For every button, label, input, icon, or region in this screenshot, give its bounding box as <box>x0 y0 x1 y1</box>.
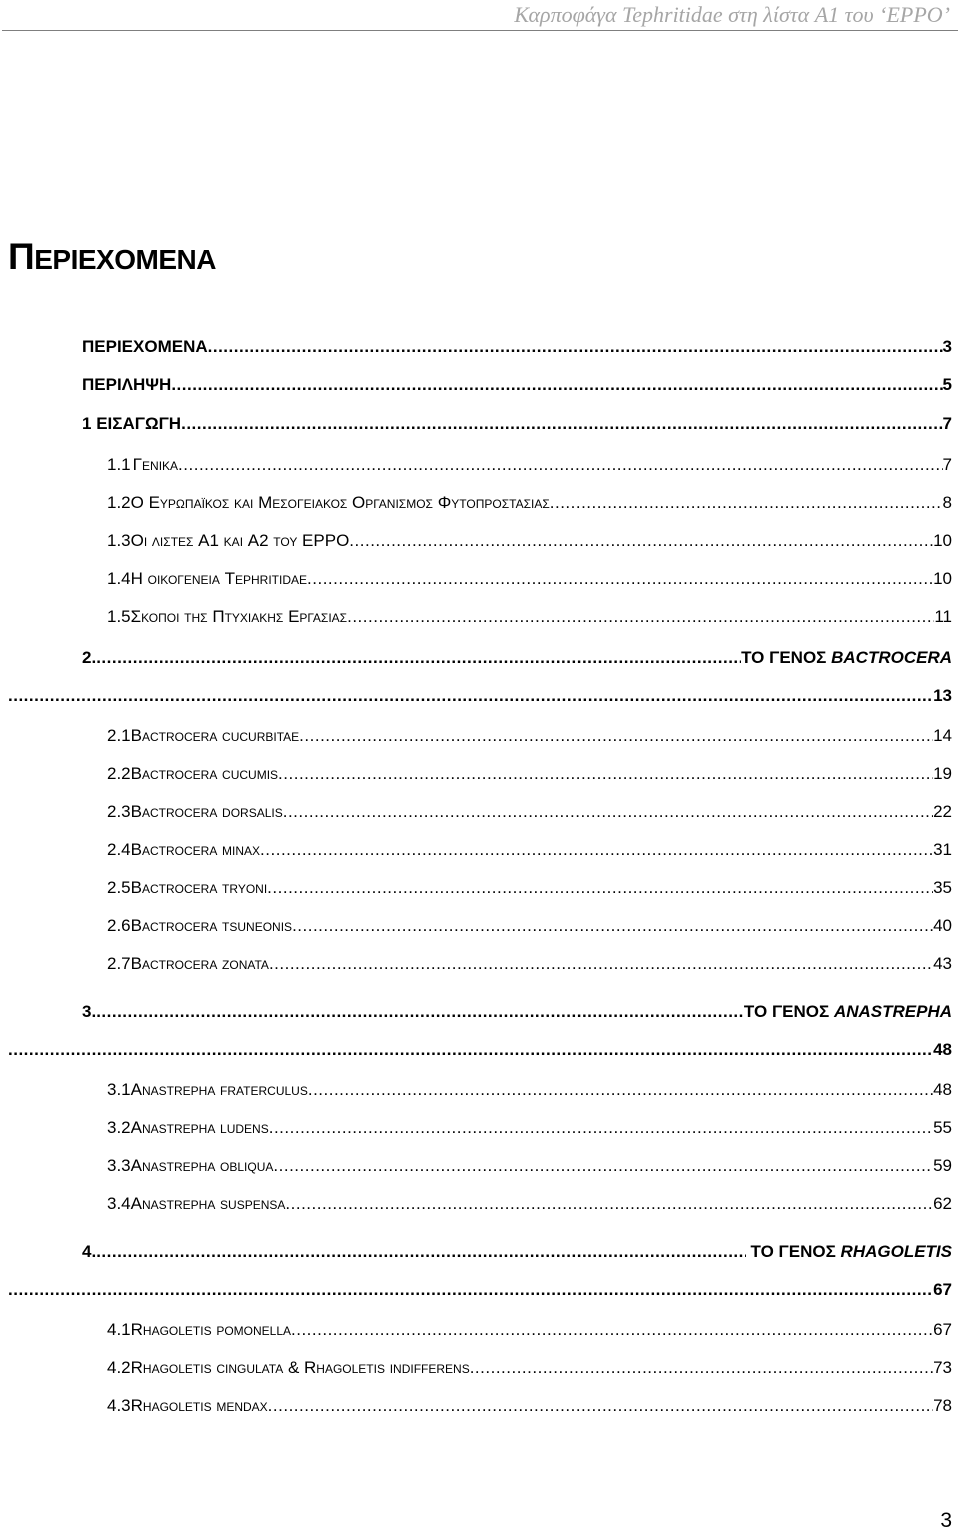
toc-entry-title: Bactrocera tsuneonis <box>130 916 293 935</box>
toc-page-number: 19 <box>933 764 952 783</box>
toc-dot-leader <box>292 914 933 938</box>
toc-page-number: 10 <box>933 531 952 550</box>
toc-entry-number: 1 <box>82 414 92 433</box>
toc-entry-title: Rhagoletis cingulata & Rhagoletis indifferens <box>130 1358 470 1377</box>
toc-dot-leader <box>550 491 943 515</box>
toc-entry-chapter-3[interactable] <box>82 1000 952 1024</box>
toc-entry-number: 4. <box>82 1242 97 1261</box>
toc-entry-2-4[interactable] <box>107 838 952 862</box>
toc-entry-title-plain: ΤΟ ΓΕΝΟΣ <box>743 1002 834 1021</box>
page-title-initial: Π <box>8 236 35 277</box>
page-title-rest: ΕΡΙΕΧΟΜΕΝΑ <box>34 244 216 275</box>
toc-page-number: 31 <box>933 840 952 859</box>
toc-entry-2-6[interactable] <box>107 914 952 938</box>
toc-page-number: 5 <box>942 375 952 394</box>
toc-dot-leader <box>96 646 741 670</box>
toc-entry-1-5[interactable] <box>107 605 952 629</box>
toc-entry-1-2[interactable] <box>107 491 952 515</box>
toc-entry-2-1[interactable] <box>107 724 952 748</box>
toc-dot-leader <box>308 1078 933 1102</box>
toc-entry-chapter-2[interactable] <box>82 646 952 670</box>
toc-entry-number: 2.1 <box>107 726 131 745</box>
toc-page-number: 67 <box>933 1280 952 1299</box>
toc-entry-4-2[interactable] <box>107 1356 952 1380</box>
toc-page-number: 11 <box>934 607 952 626</box>
toc-entry-chapter-2-continued[interactable] <box>8 684 952 708</box>
toc-entry-title-plain: ΤΟ ΓΕΝΟΣ <box>741 648 832 667</box>
toc-entry-title <box>741 646 952 670</box>
toc-entry-title: Οι λιστες A1 και A2 του EPPO <box>130 531 350 550</box>
toc-entry-2-3[interactable] <box>107 800 952 824</box>
toc-entry-number: 2.3 <box>107 802 131 821</box>
toc-dot-leader <box>269 1116 933 1140</box>
toc-dot-leader <box>291 1318 933 1342</box>
toc-page-number: 40 <box>933 916 952 935</box>
toc-entry-title: Bactrocera cucurbitae <box>130 726 300 745</box>
toc-dot-leader <box>8 1278 933 1302</box>
toc-entry-number: 2.7 <box>107 954 131 973</box>
toc-entry-chapter-4-continued[interactable] <box>8 1278 952 1302</box>
toc-dot-leader <box>285 1192 933 1216</box>
toc-entry-3-2[interactable] <box>107 1116 952 1140</box>
toc-page-number: 67 <box>933 1320 952 1339</box>
toc-dot-leader <box>96 1000 744 1024</box>
toc-entry-title: ΕΙΣΑΓΩΓΗ <box>96 414 182 433</box>
toc-entry-title: Anastrepha ludens <box>130 1118 269 1137</box>
toc-entry-number: 2.5 <box>107 878 131 897</box>
running-header: Καρποφάγα Tephritidae στη λίστα A1 του ‘EPPO’ <box>514 2 950 27</box>
toc-entry-number: 3.3 <box>107 1156 131 1175</box>
toc-dot-leader <box>181 412 942 436</box>
toc-dot-leader <box>96 1240 746 1264</box>
toc-page-number: 35 <box>933 878 952 897</box>
toc-page-number: 73 <box>933 1358 952 1377</box>
toc-dot-leader <box>307 567 933 591</box>
toc-entry-title: Σκοποι της Πτυχιακης Εργασιας <box>130 607 348 626</box>
toc-dot-leader <box>278 762 933 786</box>
toc-dot-leader <box>208 335 943 359</box>
toc-entry-number: 2.4 <box>107 840 131 859</box>
page-number: 3 <box>940 1509 952 1532</box>
toc-page-number: 7 <box>942 455 952 474</box>
toc-dot-leader <box>299 724 933 748</box>
toc-entry-title: Anastrepha fraterculus <box>130 1080 308 1099</box>
toc-entry-title-plain: ΤΟ ΓΕΝΟΣ <box>750 1242 841 1261</box>
toc-entry-contents[interactable] <box>82 335 952 359</box>
toc-entry-title: ΠΕΡΙΕΧΟΜΕΝΑ <box>82 337 208 356</box>
toc-entry-number: 3.4 <box>107 1194 131 1213</box>
toc-dot-leader <box>273 1154 933 1178</box>
toc-entry-title: Anastrepha obliqua <box>130 1156 274 1175</box>
toc-dot-leader <box>8 684 933 708</box>
toc-entry-number: 2.2 <box>107 764 131 783</box>
toc-entry-title: Bactrocera minax <box>130 840 261 859</box>
toc-entry-3-4[interactable] <box>107 1192 952 1216</box>
toc-entry-title: Bactrocera tryoni <box>130 878 268 897</box>
toc-entry-chapter-4[interactable] <box>82 1240 952 1264</box>
toc-page-number: 14 <box>933 726 952 745</box>
toc-dot-leader <box>470 1356 933 1380</box>
toc-entry-title: Rhagoletis mendax <box>130 1396 268 1415</box>
toc-entry-number: 2.6 <box>107 916 131 935</box>
toc-entry-title: Bactrocera dorsalis <box>130 802 283 821</box>
toc-entry-number: 4.3 <box>107 1396 131 1415</box>
toc-page-number: 55 <box>933 1118 952 1137</box>
toc-dot-leader <box>268 1394 933 1418</box>
toc-entry-number: 3.2 <box>107 1118 131 1137</box>
toc-entry-2-5[interactable] <box>107 876 952 900</box>
toc-dot-leader <box>347 605 934 629</box>
toc-dot-leader <box>349 529 933 553</box>
toc-dot-leader <box>8 1038 933 1062</box>
toc-entry-4-1[interactable] <box>107 1318 952 1342</box>
toc-entry-title: Γενικα <box>132 455 179 474</box>
toc-entry-2-7[interactable] <box>107 952 952 976</box>
toc-dot-leader <box>267 876 933 900</box>
toc-entry-chapter-3-continued[interactable] <box>8 1038 952 1062</box>
toc-entry-number: 1.3 <box>107 531 131 550</box>
toc-entry-3-1[interactable] <box>107 1078 952 1102</box>
toc-page-number: 62 <box>933 1194 952 1213</box>
toc-page-number: 10 <box>933 569 952 588</box>
toc-entry-title-genus: BACTROCERA <box>831 648 952 667</box>
toc-dot-leader <box>269 952 933 976</box>
toc-entry-title: Bactrocera zonata <box>130 954 269 973</box>
toc-entry-introduction[interactable] <box>82 412 952 436</box>
toc-entry-title <box>746 1240 952 1264</box>
toc-dot-leader <box>171 373 942 397</box>
toc-entry-title: Rhagoletis pomonella <box>130 1320 292 1339</box>
toc-entry-number: 3.1 <box>107 1080 131 1099</box>
toc-page-number: 22 <box>933 802 952 821</box>
toc-page-number: 8 <box>942 493 952 512</box>
toc-entry-title <box>744 1000 952 1024</box>
toc-page-number: 48 <box>933 1040 952 1059</box>
toc-page-number: 13 <box>933 686 952 705</box>
toc-entry-number: 4.1 <box>107 1320 131 1339</box>
toc-entry-summary[interactable] <box>82 373 952 397</box>
toc-page-number: 59 <box>933 1156 952 1175</box>
toc-entry-4-3[interactable] <box>107 1394 952 1418</box>
toc-dot-leader <box>283 800 933 824</box>
toc-entry-1-1[interactable] <box>107 453 952 477</box>
toc-dot-leader <box>260 838 933 862</box>
toc-entry-2-2[interactable] <box>107 762 952 786</box>
toc-entry-title: Ο Ευρωπαϊκος και Μεσογειακος Οργανισμος Φυτοπροστασιας <box>130 493 550 512</box>
toc-page-number: 3 <box>942 337 952 356</box>
toc-entry-3-3[interactable] <box>107 1154 952 1178</box>
toc-page-number: 78 <box>933 1396 952 1415</box>
toc-entry-title-genus: ANASTREPHA <box>833 1002 952 1021</box>
toc-page-number: 43 <box>933 954 952 973</box>
toc-entry-title: Η οικογενεια Tephritidae <box>130 569 308 588</box>
toc-page-number: 7 <box>942 414 952 433</box>
toc-entry-number: 2. <box>82 648 97 667</box>
toc-entry-number: 1.1 <box>107 455 131 474</box>
toc-entry-title: Bactrocera cucumis <box>130 764 279 783</box>
toc-entry-title-genus: RHAGOLETIS <box>840 1242 952 1261</box>
toc-dot-leader <box>178 453 942 477</box>
toc-entry-1-4[interactable] <box>107 567 952 591</box>
toc-page-number: 48 <box>933 1080 952 1099</box>
toc-entry-title: Anastrepha suspensa <box>130 1194 286 1213</box>
toc-entry-number: 3. <box>82 1002 97 1021</box>
toc-entry-number: 1.4 <box>107 569 131 588</box>
toc-entry-number: 1.5 <box>107 607 131 626</box>
toc-entry-number: 1.2 <box>107 493 131 512</box>
toc-entry-1-3[interactable] <box>107 529 952 553</box>
toc-entry-number: 4.2 <box>107 1358 131 1377</box>
toc-entry-title: ΠΕΡΙΛΗΨΗ <box>82 375 172 394</box>
